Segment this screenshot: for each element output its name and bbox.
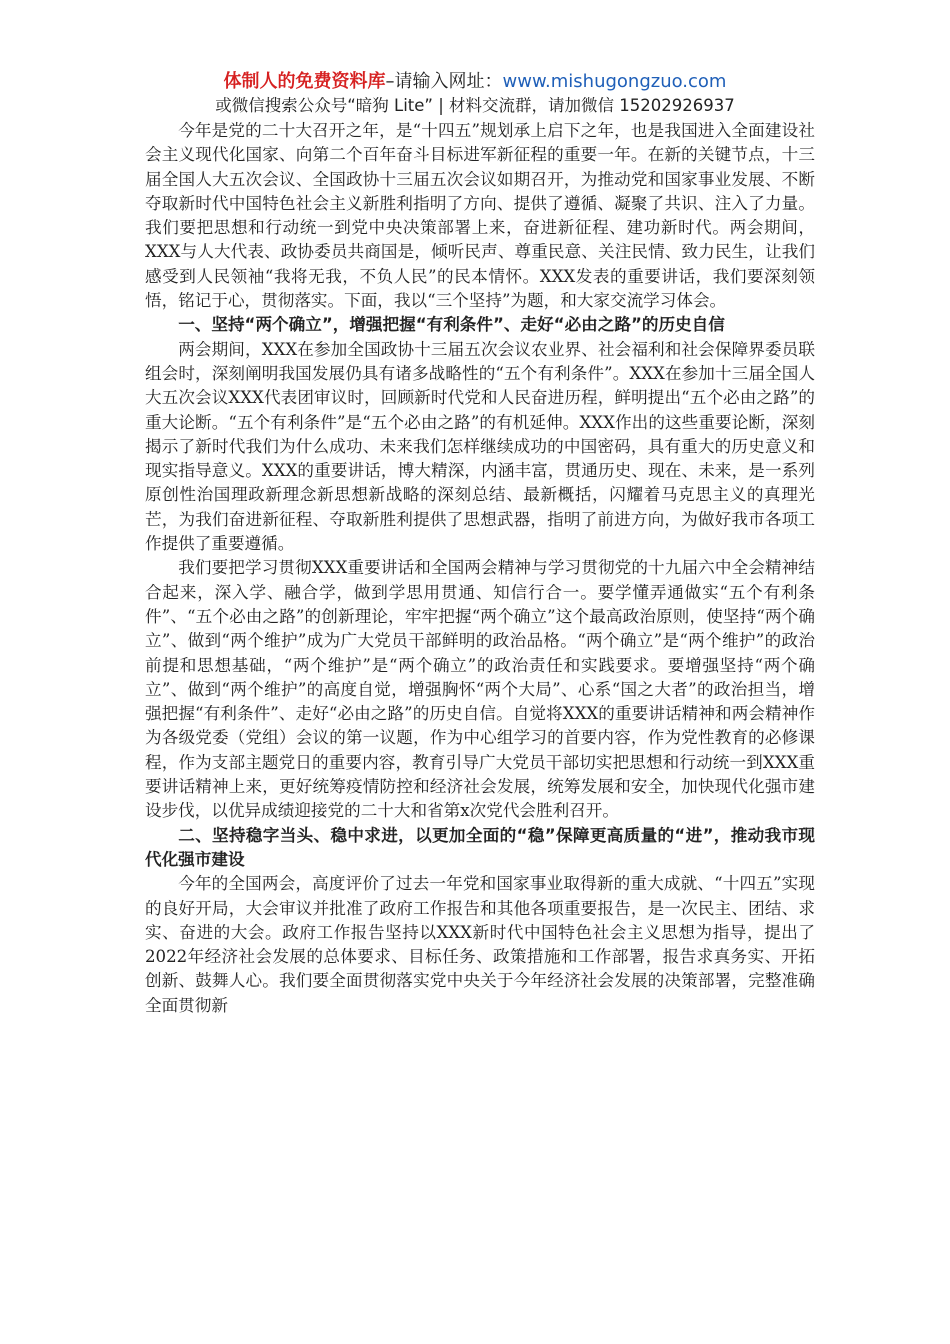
url-prompt: –请输入网址：	[385, 71, 503, 92]
header-banner	[145, 70, 805, 118]
paragraph-2: 两会期间，XXX在参加全国政协十三届五次会议农业界、社会福利和社会保障界委员联组会时，深刻阐明我国发展仍具有诸多战略性的“五个有利条件”。XXX在参加十三届全国人大五次会议XXX代表团审议时，回顾新时代党和人民奋进历程，鲜明提出“五个必由之路”的重大论断。“五个有利条件”是“五个必由之路”的有机延伸。XXX作出的这些重要论断，深刻揭示了新时代我们为什么成功、未来我们怎样继续成功的中国密码，具有重大的历史意义和现实指导意义。XXX的重要讲话，博大精深，内涵丰富，贯通历史、现在、未来，是一系列原创性治国理政新理念新思想新战略的深刻总结、最新概括，闪耀着马克思主义的真理光芒，为我们奋进新征程、夺取新胜利提供了思想武器，指明了前进方向，为做好我市各项工作提供了重要遵循。	[145, 339, 815, 554]
brand-title: 体制人的免费资料库	[223, 71, 386, 92]
document-body	[145, 119, 815, 1018]
header-line-1	[145, 70, 805, 94]
website-link[interactable]: www.mishugongzuo.com	[502, 71, 727, 92]
paragraph-4: 今年的全国两会，高度评价了过去一年党和国家事业取得新的重大成就、“十四五”实现的良好开局，大会审议并批准了政府工作报告和其他各项重要报告，是一次民主、团结、求实、奋进的大会。政府工作报告坚持以XXX新时代中国特色社会主义思想为指导，提出了2022年经济社会发展的总体要求、目标任务、政策措施和工作部署，报告求真务实、开拓创新、鼓舞人心。我们要全面贯彻落实党中央关于今年经济社会发展的决策部署，完整准确全面贯彻新	[145, 874, 815, 1015]
header-line-2: 或微信搜索公众号“暗狗 Lite” | 材料交流群，请加微信 15202926937	[215, 96, 735, 115]
section-heading-1: 一、坚持“两个确立”，增强把握“有利条件”、走好“必由之路”的历史自信	[178, 315, 725, 335]
section-heading-2: 二、坚持稳字当头、稳中求进，以更加全面的“稳”保障更高质量的“进”，推动我市现代化强市建设	[145, 825, 815, 869]
paragraph-3: 我们要把学习贯彻XXX重要讲话和全国两会精神与学习贯彻党的十九届六中全会精神结合起来，深入学、融合学，做到学思用贯通、知信行合一。要学懂弄通做实“五个有利条件”、“五个必由之路”的创新理论，牢牢把握“两个确立”这个最高政治原则，使坚持“两个确立”、做到“两个维护”成为广大党员干部鲜明的政治品格。“两个确立”是“两个维护”的政治前提和思想基础，“两个维护”是“两个确立”的政治责任和实践要求。要增强坚持“两个确立”、做到“两个维护”的高度自觉，增强胸怀“两个大局”、心系“国之大者”的政治担当，增强把握“有利条件”、走好“必由之路”的历史自信。自觉将XXX的重要讲话精神和两会精神作为各级党委（党组）会议的第一议题，作为中心组学习的首要内容，作为党性教育的必修课程，作为支部主题党日的重要内容，教育引导广大党员干部切实把思想和行动统一到XXX重要讲话精神上来，更好统筹疫情防控和经济社会发展，统筹发展和安全，加快现代化强市建设步伐，以优异成绩迎接党的二十大和省第x次党代会胜利召开。	[145, 558, 815, 821]
paragraph-intro: 今年是党的二十大召开之年，是“十四五”规划承上启下之年，也是我国进入全面建设社会主义现代化国家、向第二个百年奋斗目标进军新征程的重要一年。在新的关键节点，十三届全国人大五次会议、全国政协十三届五次会议如期召开，为推动党和国家事业发展、不断夺取新时代中国特色社会主义新胜利指明了方向、提供了遵循、凝聚了共识、注入了力量。我们要把思想和行动统一到党中央决策部署上来，奋进新征程、建功新时代。两会期间，XXX与人大代表、政协委员共商国是，倾听民声、尊重民意、关注民情、致力民生，让我们感受到人民领袖“我将无我，不负人民”的民本情怀。XXX发表的重要讲话，我们要深刻领悟，铭记于心，贯彻落实。下面，我以“三个坚持”为题，和大家交流学习体会。	[145, 121, 815, 311]
